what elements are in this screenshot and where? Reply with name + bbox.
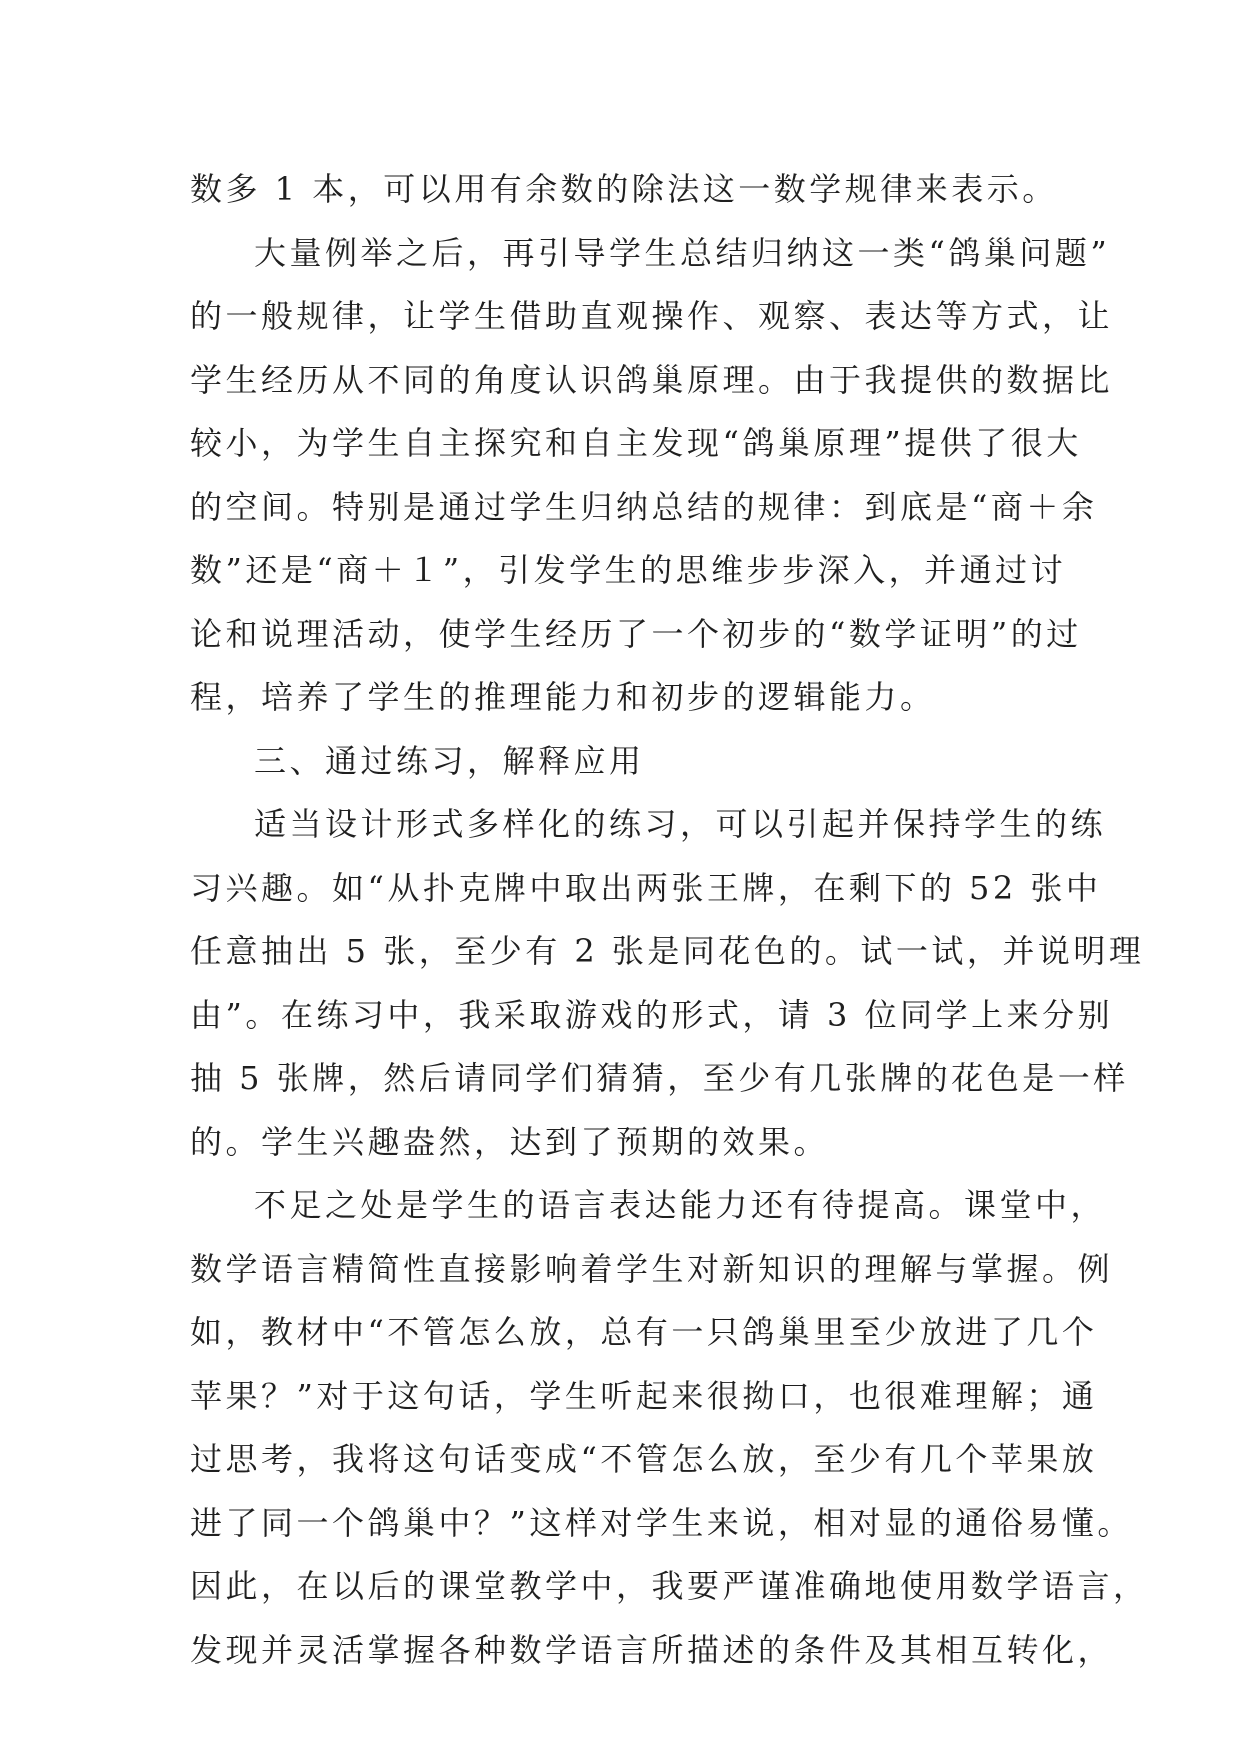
text-line: 学生经历从不同的角度认识鸽巢原理。由于我提供的数据比 <box>190 360 1114 399</box>
text-line: 发现并灵活掌握各种数学语言所描述的条件及其相互转化， <box>190 1630 1114 1669</box>
text-line: 论和说理活动，使学生经历了一个初步的“数学证明”的过 <box>190 614 1082 653</box>
text-line: 由”。在练习中，我采取游戏的形式，请 3 位同学上来分别 <box>190 995 1114 1034</box>
text-line: 不足之处是学生的语言表达能力还有待提高。课堂中， <box>254 1186 1107 1224</box>
text-line: 的一般规律，让学生借助直观操作、观察、表达等方式，让 <box>190 297 1114 335</box>
text-line: 苹果？”对于这句话，学生听起来很拗口，也很难理解；通 <box>190 1376 1098 1415</box>
text-line: 抽 5 张牌，然后请同学们猜猜，至少有几张牌的花色是一样 <box>190 1059 1129 1097</box>
text-line: 过思考，我将这句话变成“不管怎么放，至少有几个苹果放 <box>190 1440 1098 1478</box>
text-line: 大量例举之后，再引导学生总结归纳这一类“鸽巢问题” <box>254 233 1111 272</box>
text-line: 数学语言精简性直接影响着学生对新知识的理解与掌握。例 <box>190 1249 1114 1288</box>
text-line: 因此，在以后的课堂教学中，我要严谨准确地使用数学语言， <box>190 1567 1149 1605</box>
text-line: 的空间。特别是通过学生归纳总结的规律：到底是“商＋余 <box>190 487 1098 526</box>
text-line: 的。学生兴趣盎然，达到了预期的效果。 <box>190 1122 830 1161</box>
text-line: 较小，为学生自主探究和自主发现“鸽巢原理”提供了很大 <box>190 424 1082 462</box>
document-body <box>190 158 1149 1682</box>
text-line: 习兴趣。如“从扑克牌中取出两张王牌，在剩下的 52 张中 <box>190 868 1102 907</box>
text-line: 程，培养了学生的推理能力和初步的逻辑能力。 <box>190 678 936 716</box>
text-line: 任意抽出 5 张，至少有 2 张是同花色的。试一试，并说明理 <box>190 932 1145 970</box>
text-line: 数多 1 本，可以用有余数的除法这一数学规律来表示。 <box>190 170 1058 208</box>
text-line: 适当设计形式多样化的练习，可以引起并保持学生的练 <box>254 805 1107 843</box>
text-line: 三、通过练习，解释应用 <box>254 741 645 780</box>
text-line: 数”还是“商＋１”，引发学生的思维步步深入，并通过讨 <box>190 551 1067 589</box>
text-line: 如，教材中“不管怎么放，总有一只鸽巢里至少放进了几个 <box>190 1313 1098 1351</box>
text-line: 进了同一个鸽巢中？”这样对学生来说，相对显的通俗易懂。 <box>190 1503 1133 1542</box>
